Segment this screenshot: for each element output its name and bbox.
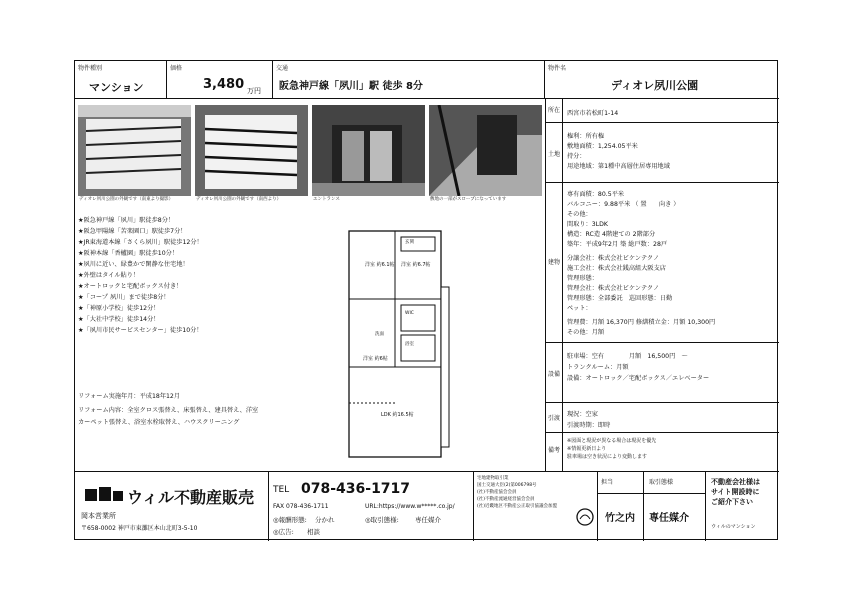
- room-label: WIC: [405, 311, 414, 316]
- building-side-label: 建物: [547, 259, 560, 266]
- staff-label: 担当: [601, 479, 614, 486]
- building-line: 専有面積：80.5平米: [567, 191, 625, 198]
- traffic-value: 阪急神戸線「夙川」駅 徒歩 8分: [279, 81, 423, 92]
- slope-image: [429, 105, 542, 196]
- remark-line: 駐車場は空き状況により変動します: [567, 454, 648, 460]
- license-block: [477, 475, 557, 510]
- trade-value: 専任媒介: [415, 516, 441, 524]
- footer-divider: [705, 471, 706, 541]
- footer-divider: [597, 493, 705, 494]
- feature-item: ★阪急甲陽線「苦楽園口」駅徒歩7分！: [78, 228, 187, 235]
- building-line: 構造：RC造 4階建ての 2階部分: [567, 231, 656, 238]
- footer-divider: [268, 471, 269, 541]
- feature-item: ★阪急神戸線「夙川」駅徒歩8分！: [78, 217, 175, 224]
- remarks-side-label: 備考: [547, 447, 560, 454]
- remark-line: ※図面と現況が異なる場合は現況を優先: [567, 438, 657, 444]
- building-line: その他：: [567, 211, 592, 218]
- remark-line: ※情報更新日より: [567, 446, 607, 452]
- photo-caption: エントランス: [312, 196, 425, 208]
- property-type-label: 物件種別: [78, 65, 103, 72]
- room-label: 玄関: [405, 240, 414, 245]
- company-address: 〒658-0002 神戸市東灘区本山北町3-5-10: [81, 525, 198, 532]
- feature-item: ★夙川に近い、緑豊かで閑静な住宅地！: [78, 261, 189, 268]
- photo-caption: 敷地の一部がスロープになっています: [429, 196, 542, 208]
- feature-item: ★「コープ 夙川」まで徒歩8分！: [78, 294, 170, 301]
- land-side-label: 土地: [547, 151, 560, 158]
- land-line: 権利：所有権: [567, 133, 605, 140]
- traffic-label: 交通: [276, 65, 289, 72]
- price-label: 価格: [170, 65, 183, 72]
- location-side-label: 所在: [547, 107, 560, 114]
- feature-item: ★阪神本線「香櫨園」駅徒歩10分！: [78, 250, 179, 257]
- building-line: その他：月額: [567, 329, 605, 336]
- building-line: 施工会社：株式会社銭高組大阪支店: [567, 265, 666, 272]
- building-line: 管理会社：株式会社ビケンテクノ: [567, 285, 660, 292]
- photo-exterior-southwest: [195, 105, 308, 208]
- feature-item: ★「夙川市民サービスセンター」徒歩10分！: [78, 327, 203, 334]
- photo-caption: ディオレ夙川公園の外観です（南西より）: [195, 196, 308, 208]
- ad-label: ◎広告:: [273, 528, 294, 536]
- property-name-cell: [545, 61, 779, 99]
- price-cell: [167, 61, 273, 99]
- photo-caption: ディオレ夙川公園の外観です（南東より撮影）: [78, 196, 191, 208]
- reform-content: リフォーム内容：全室クロス張替え、床張替え、建具替え、洋室: [78, 407, 259, 414]
- facilities-side-label: 設備: [547, 371, 560, 378]
- building-line: 管理費：月額 16,370円 修繕積立金：月額 10,300円: [567, 319, 716, 326]
- facility-line: トランクルーム：月額: [567, 364, 629, 371]
- staff-value: 竹之内: [605, 513, 635, 524]
- building-line: 間取り：3LDK: [567, 221, 608, 228]
- photo-entrance: [312, 105, 425, 208]
- room-label: LDK 約16.5帖: [381, 412, 414, 418]
- building-line: 分譲会社：株式会社ビケンテクノ: [567, 255, 660, 262]
- feature-item: ★「神原小学校」徒歩12分！: [78, 305, 160, 312]
- building-line: 築年：平成9年2月 築 総戸数：28戸: [567, 241, 668, 248]
- photo-exterior-southeast: [78, 105, 191, 208]
- traffic-cell: [273, 61, 545, 99]
- company-url[interactable]: URL:https://www.w*****.co.jp/: [365, 503, 455, 510]
- building-line: 管理形態：全部委託 巡回形態：日勤: [567, 295, 673, 302]
- tel-number[interactable]: 078-436-1717: [301, 481, 411, 497]
- room-label: 浴室: [405, 342, 414, 347]
- delivery-line: 現況：空家: [567, 411, 598, 418]
- company-logo-icon: [85, 485, 125, 505]
- trade-label: ◎取引態様:: [365, 516, 399, 524]
- reform-date: リフォーム実施年月：平成18年12月: [78, 393, 181, 400]
- footer-divider: [473, 471, 474, 541]
- fax-number: FAX 078-436-1711: [273, 503, 329, 510]
- transaction-label: 取引態様: [649, 479, 674, 486]
- footer-divider: [597, 471, 598, 541]
- land-line: 用途地域：第1種中高層住居専用地域: [567, 163, 670, 170]
- commission-value: 分かれ: [315, 516, 335, 524]
- site-note: サイト開設時に: [711, 488, 760, 496]
- company-branch: 岡本営業所: [81, 512, 116, 520]
- room-label: 洋室 約6.1帖: [365, 262, 395, 268]
- commission-label: ◎報酬形態:: [273, 516, 307, 524]
- license-line: 宅地建物取引業: [477, 476, 509, 481]
- delivery-line: 引渡時期：即時: [567, 422, 611, 429]
- property-type-value: マンション: [89, 81, 144, 94]
- feature-item: ★オートロックと宅配ボックス付き！: [78, 283, 183, 290]
- floor-plan: [341, 227, 451, 463]
- property-name-value: ディオレ夙川公園: [611, 79, 699, 92]
- ad-value: 相談: [307, 528, 320, 536]
- feature-item: ★JR東海道本線「さくら夙川」駅徒歩12分！: [78, 239, 203, 246]
- footer-divider: [643, 471, 644, 541]
- license-line: (社)近畿地区不動産公正取引協議会加盟: [477, 504, 558, 509]
- building-line: ペット：: [567, 305, 592, 312]
- entrance-image: [312, 105, 425, 196]
- price-unit: 万円: [247, 87, 261, 95]
- land-line: 持分：: [567, 153, 586, 160]
- association-seal-icon: [575, 507, 595, 527]
- tel-label: TEL: [273, 485, 290, 495]
- transaction-value: 専任媒介: [649, 513, 689, 524]
- room-label: 洋室 約6帖: [363, 356, 388, 362]
- address: 西宮市若松町1-14: [567, 110, 619, 117]
- property-name-label: 物件名: [548, 65, 567, 72]
- room-label: 洋室 約6.7帖: [401, 262, 431, 268]
- company-name: ウィル不動産販売: [127, 488, 255, 507]
- room-label: 洗面: [375, 332, 384, 337]
- feature-item: ★外壁はタイル貼り！: [78, 272, 140, 279]
- building-exterior-image: [195, 105, 308, 196]
- site-note: ご紹介下さい: [711, 498, 753, 506]
- site-note: 不動産会社様は: [711, 478, 760, 486]
- photo-slope: [429, 105, 542, 208]
- building-line: 管理形態：: [567, 275, 598, 282]
- price-value: 3,480: [203, 77, 245, 92]
- facility-line: 設備：オートロック／宅配ボックス／エレベーター: [567, 375, 710, 382]
- listing-sheet: [74, 60, 778, 540]
- delivery-side-label: 引渡: [547, 415, 560, 422]
- property-type-cell: [75, 61, 167, 99]
- building-exterior-image: [78, 105, 191, 196]
- footer-small: ウィルのマンション: [711, 524, 756, 530]
- license-line: (社)不動産流通経営協会会員: [477, 497, 535, 502]
- feature-item: ★「大社中学校」徒歩14分！: [78, 316, 160, 323]
- facility-line: 駐車場：空有 月額 16,500円 ～: [567, 353, 688, 360]
- reform-content: カーペット張替え、浴室水栓取替え、ハウスクリーニング: [78, 419, 240, 426]
- license-line: 国土交通大臣(2)第006798号: [477, 483, 537, 488]
- building-line: バルコニー：9.88平米 （ 置 向き ）: [567, 201, 680, 208]
- land-line: 敷地面積：1,254.05平米: [567, 143, 638, 150]
- license-line: (社)不動産協会会員: [477, 490, 517, 495]
